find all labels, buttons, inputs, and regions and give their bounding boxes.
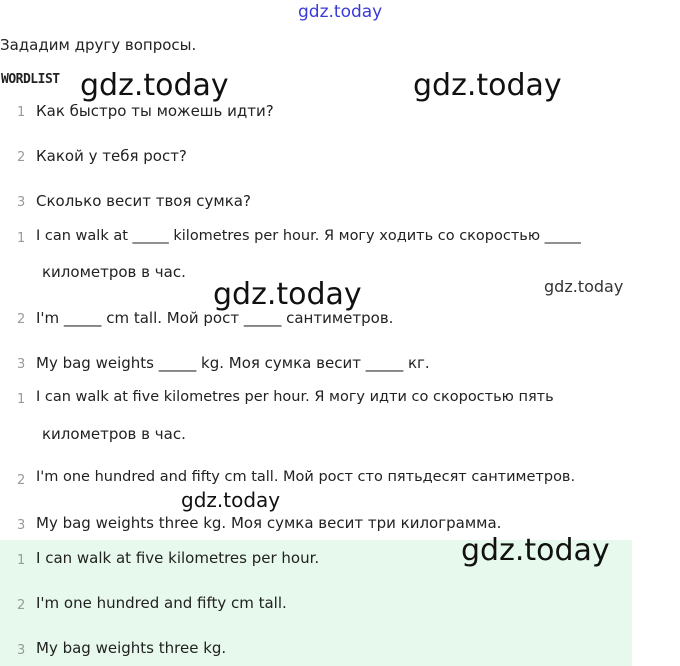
watermark: gdz.today xyxy=(213,277,362,312)
english-answer-text: I'm one hundred and fifty cm tall. xyxy=(36,594,287,612)
watermark: gdz.today xyxy=(181,488,281,512)
watermark-top: gdz.today xyxy=(298,2,383,22)
template-text-continuation: километров в час. xyxy=(42,263,186,281)
question-text: Какой у тебя рост? xyxy=(36,147,187,165)
question-number: 1 xyxy=(17,105,26,120)
answer-number: 3 xyxy=(17,518,26,533)
answer-text: I can walk at five kilometres per hour. Я могу идти со скоростью пять xyxy=(36,389,554,405)
template-text: My bag weights _____ kg. Моя сумка весит _____ кг. xyxy=(36,354,430,372)
question-number: 2 xyxy=(17,150,26,165)
english-answer-number: 3 xyxy=(17,643,26,658)
template-text: I can walk at _____ kilometres per hour. Я могу ходить со скоростью _____ xyxy=(36,228,581,244)
english-answer-text: My bag weights three kg. xyxy=(36,639,227,657)
english-answer-text: I can walk at five kilometres per hour. xyxy=(36,549,320,567)
template-number: 1 xyxy=(17,231,26,246)
template-number: 3 xyxy=(17,357,26,372)
watermark: gdz.today xyxy=(80,68,229,103)
question-number: 3 xyxy=(17,195,26,210)
watermark: gdz.today xyxy=(461,533,610,568)
template-number: 2 xyxy=(17,312,26,327)
wordlist-label: WORDLIST xyxy=(1,72,60,87)
template-text: I'm _____ cm tall. Мой рост _____ сантиметров. xyxy=(36,309,394,327)
question-text: Как быстро ты можешь идти? xyxy=(36,102,274,120)
answer-number: 1 xyxy=(17,392,26,407)
answer-text: My bag weights three kg. Моя сумка весит три килограмма. xyxy=(36,514,502,532)
english-answer-number: 1 xyxy=(17,553,26,568)
answer-text-continuation: километров в час. xyxy=(42,425,186,443)
english-answer-number: 2 xyxy=(17,598,26,613)
question-text: Сколько весит твоя сумка? xyxy=(36,192,251,210)
answer-text: I'm one hundred and fifty cm tall. Мой рост сто пятьдесят сантиметров. xyxy=(36,469,576,485)
answer-number: 2 xyxy=(17,473,26,488)
watermark: gdz.today xyxy=(544,277,624,296)
intro-text: Зададим другу вопросы. xyxy=(0,36,197,54)
watermark: gdz.today xyxy=(413,68,562,103)
